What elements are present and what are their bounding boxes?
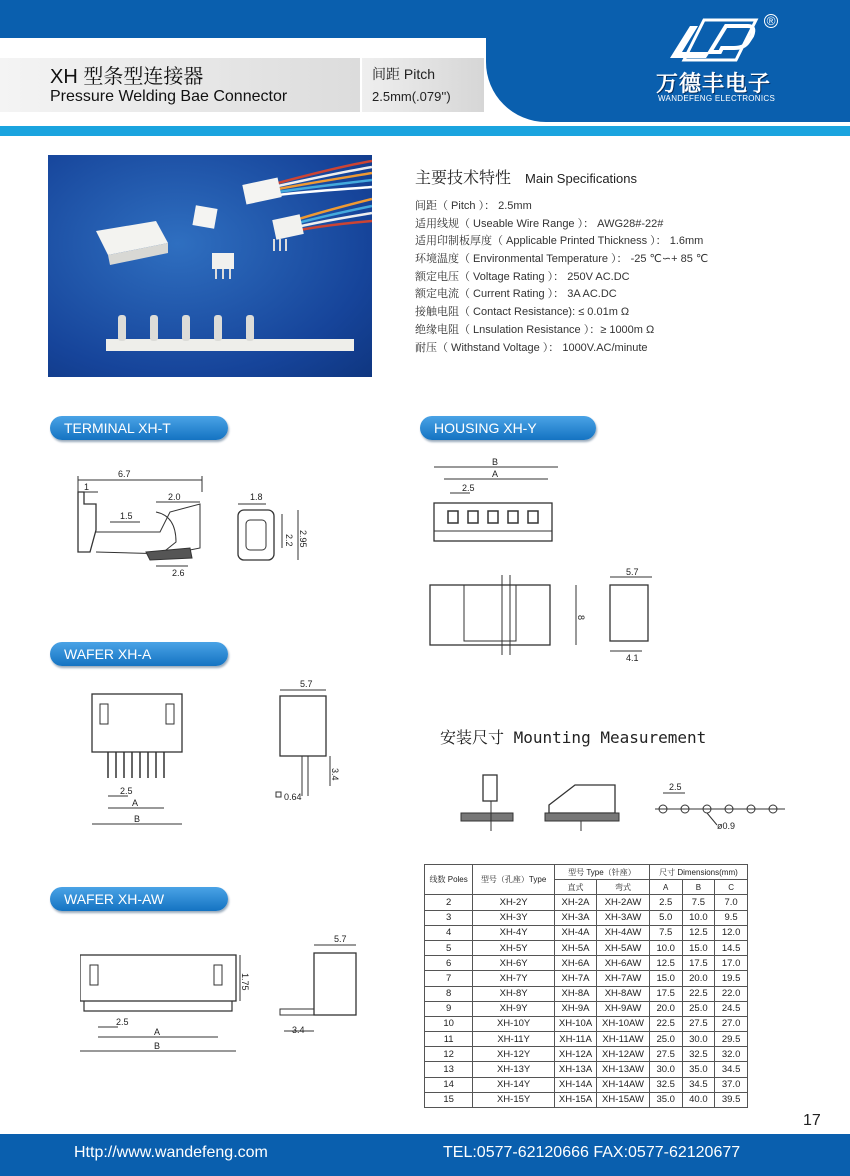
dim-housing-depth: 4.1 — [626, 653, 639, 663]
table-cell: 12.5 — [682, 925, 715, 940]
table-cell: 17.0 — [715, 956, 748, 971]
housing-drawing — [420, 455, 670, 665]
page-title-cn: XH 型条型连接器 — [50, 66, 204, 88]
table-cell: 5 — [425, 940, 473, 955]
table-cell: 12.0 — [715, 925, 748, 940]
table-cell: 22.0 — [715, 986, 748, 1001]
table-cell: 30.0 — [649, 1062, 682, 1077]
table-cell: 11 — [425, 1032, 473, 1047]
brand-name-cn: 万德丰电子 — [656, 71, 772, 96]
table-cell: 17.5 — [649, 986, 682, 1001]
table-cell: 34.5 — [682, 1077, 715, 1092]
table-cell: XH-4A — [554, 925, 596, 940]
dim-housing-width: 5.7 — [626, 567, 639, 577]
table-cell: XH-14Y — [473, 1077, 555, 1092]
table-cell: XH-10AW — [597, 1016, 650, 1031]
table-cell: 32.5 — [649, 1077, 682, 1092]
table-cell: 27.5 — [649, 1047, 682, 1062]
dim-terminal-barrel: 2.6 — [172, 568, 185, 578]
table-cell: 35.0 — [682, 1062, 715, 1077]
table-cell: XH-5A — [554, 940, 596, 955]
table-cell: 39.5 — [715, 1092, 748, 1107]
page-number: 17 — [803, 1112, 821, 1129]
table-cell: 2.5 — [649, 895, 682, 910]
table-header-a: A — [649, 880, 682, 895]
table-header-b: B — [682, 880, 715, 895]
spec-item: 适用线规（ Useable Wire Range ）： AWG28#-22# — [415, 217, 664, 230]
table-cell: 15 — [425, 1092, 473, 1107]
section-wafer-aw: WAFER XH-AW — [50, 887, 228, 911]
table-cell: 7.5 — [649, 925, 682, 940]
dim-wafer-a-width: 5.7 — [300, 679, 313, 689]
table-cell: 9.5 — [715, 910, 748, 925]
table-cell: 34.5 — [715, 1062, 748, 1077]
table-cell: XH-10Y — [473, 1016, 555, 1031]
product-photo — [48, 155, 372, 377]
table-cell: 12.5 — [649, 956, 682, 971]
specs-title-en: Main Specifications — [525, 171, 638, 186]
table-cell: 19.5 — [715, 971, 748, 986]
specs-title-cn: 主要技术特性 — [415, 170, 512, 187]
table-cell: XH-7AW — [597, 971, 650, 986]
pitch-label: 间距 Pitch — [372, 66, 436, 82]
dim-terminal-h2: 2.95 — [298, 530, 308, 548]
footer-website-link[interactable]: Http://www.wandefeng.com — [74, 1144, 268, 1161]
table-cell: XH-6A — [554, 956, 596, 971]
table-cell: 20.0 — [682, 971, 715, 986]
table-cell: 6 — [425, 956, 473, 971]
wafer-aw-drawing — [80, 935, 380, 1057]
table-cell: XH-10A — [554, 1016, 596, 1031]
dim-wafer-aw-pin: 3.4 — [292, 1025, 305, 1035]
table-row — [425, 956, 748, 971]
table-cell: XH-3Y — [473, 910, 555, 925]
table-cell: XH-2A — [554, 895, 596, 910]
table-cell: XH-15AW — [597, 1092, 650, 1107]
table-cell: 7.5 — [682, 895, 715, 910]
mounting-title: 安装尺寸 Mounting Measurement — [440, 728, 707, 747]
table-cell: 14 — [425, 1077, 473, 1092]
table-cell: 7 — [425, 971, 473, 986]
table-row — [425, 1062, 748, 1077]
table-row — [425, 1032, 748, 1047]
spec-item: 环境温度（ Environmental Temperature ）： -25 ℃∽+ 85 ℃ — [415, 253, 709, 266]
table-header-angled: 弯式 — [597, 880, 650, 895]
dim-wafer-a-a: A — [132, 798, 139, 808]
table-cell: XH-14A — [554, 1077, 596, 1092]
table-cell: XH-6Y — [473, 956, 555, 971]
table-cell: 32.0 — [715, 1047, 748, 1062]
header-bar — [0, 0, 486, 38]
table-cell: 24.5 — [715, 1001, 748, 1016]
table-cell: XH-9Y — [473, 1001, 555, 1016]
header-strip — [0, 126, 850, 136]
table-row — [425, 925, 748, 940]
mounting-drawing — [455, 765, 795, 835]
specs-list — [415, 197, 708, 356]
table-row — [425, 910, 748, 925]
table-cell: 7.0 — [715, 895, 748, 910]
table-cell: XH-7A — [554, 971, 596, 986]
table-cell: 20.0 — [649, 1001, 682, 1016]
section-terminal: TERMINAL XH-T — [50, 416, 228, 440]
table-cell: 13 — [425, 1062, 473, 1077]
dim-wafer-aw-pitch: 2.5 — [116, 1017, 129, 1027]
table-cell: XH-8Y — [473, 986, 555, 1001]
table-header-straight: 直式 — [554, 880, 596, 895]
table-cell: 12 — [425, 1047, 473, 1062]
spec-item: 额定电压（ Voltage Rating ）： 250V AC.DC — [415, 270, 630, 283]
spec-item: 额定电流（ Current Rating ）： 3A AC.DC — [415, 288, 617, 301]
table-header-dimensions: 尺寸 Dimensions(mm) — [649, 865, 747, 880]
table-cell: XH-13Y — [473, 1062, 555, 1077]
wafer-a-drawing — [80, 678, 360, 830]
table-cell: 15.0 — [682, 940, 715, 955]
table-cell: XH-3A — [554, 910, 596, 925]
table-cell: 27.5 — [682, 1016, 715, 1031]
table-cell: 25.0 — [682, 1001, 715, 1016]
table-cell: 3 — [425, 910, 473, 925]
table-row — [425, 940, 748, 955]
table-header-c: C — [715, 880, 748, 895]
table-cell: XH-15A — [554, 1092, 596, 1107]
table-cell: XH-8AW — [597, 986, 650, 1001]
terminal-drawing — [60, 462, 310, 582]
dim-terminal-crimp: 2.0 — [168, 492, 181, 502]
brand-name-en: WANDEFENG ELECTRONICS — [658, 94, 776, 103]
table-cell: XH-11AW — [597, 1032, 650, 1047]
pitch-value: 2.5mm(.079'') — [372, 89, 451, 104]
dim-housing-pitch: 2.5 — [462, 483, 475, 493]
table-header-type-socket: 型号（孔座）Type — [473, 865, 555, 895]
table-row — [425, 1092, 748, 1107]
footer-contact: TEL:0577-62120666 FAX:0577-62120677 — [443, 1144, 741, 1161]
table-cell: XH-12AW — [597, 1047, 650, 1062]
table-row — [425, 1001, 748, 1016]
dim-mount-pitch: 2.5 — [669, 782, 682, 792]
registered-mark: ® — [764, 14, 778, 28]
table-cell: XH-4AW — [597, 925, 650, 940]
section-wafer: WAFER XH-A — [50, 642, 228, 666]
dim-terminal-h1: 2.2 — [284, 534, 294, 547]
dim-housing-b: B — [492, 457, 499, 467]
table-cell: 2 — [425, 895, 473, 910]
table-cell: 9 — [425, 1001, 473, 1016]
table-cell: XH-11A — [554, 1032, 596, 1047]
table-cell: 8 — [425, 986, 473, 1001]
dim-wafer-a-pin-size: 0.64 — [284, 792, 302, 802]
table-cell: XH-8A — [554, 986, 596, 1001]
table-cell: XH-5AW — [597, 940, 650, 955]
table-cell: XH-2AW — [597, 895, 650, 910]
table-row — [425, 971, 748, 986]
page-title-en: Pressure Welding Bae Connector — [50, 88, 288, 105]
table-cell: 27.0 — [715, 1016, 748, 1031]
dim-wafer-a-pitch: 2.5 — [120, 786, 133, 796]
dim-wafer-a-b: B — [134, 814, 141, 824]
table-cell: 22.5 — [649, 1016, 682, 1031]
table-cell: 10.0 — [682, 910, 715, 925]
table-row — [425, 1016, 748, 1031]
spec-item: 间距（ Pitch ）： 2.5mm — [415, 200, 532, 212]
dim-terminal-width: 1.8 — [250, 492, 263, 502]
table-row — [425, 1077, 748, 1092]
dimensions-table — [424, 864, 748, 1108]
dim-housing-a: A — [492, 469, 499, 479]
spec-item: 适用印制板厚度（ Applicable Printed Thickness ）： 1.6mm — [415, 235, 704, 248]
dim-housing-height: 8 — [576, 615, 586, 621]
table-cell: 15.0 — [649, 971, 682, 986]
table-cell: 10 — [425, 1016, 473, 1031]
table-cell: 4 — [425, 925, 473, 940]
table-cell: XH-11Y — [473, 1032, 555, 1047]
connector-photo-illustration — [48, 155, 372, 377]
dim-mount-hole: ø0.9 — [717, 821, 736, 831]
table-cell: XH-12A — [554, 1047, 596, 1062]
table-cell: 22.5 — [682, 986, 715, 1001]
table-cell: 5.0 — [649, 910, 682, 925]
spec-item: 耐压（ Withstand Voltage ）： 1000V.AC/minute — [415, 341, 648, 354]
table-cell: XH-12Y — [473, 1047, 555, 1062]
table-cell: XH-15Y — [473, 1092, 555, 1107]
table-cell: 30.0 — [682, 1032, 715, 1047]
table-header-type-pin: 型号 Type（针座） — [554, 865, 649, 880]
table-cell: XH-5Y — [473, 940, 555, 955]
table-cell: 32.5 — [682, 1047, 715, 1062]
table-cell: XH-9A — [554, 1001, 596, 1016]
table-cell: 37.0 — [715, 1077, 748, 1092]
spec-item: 接触电阻（ Contact Resistance): ≤ 0.01m Ω — [415, 306, 630, 319]
table-cell: XH-9AW — [597, 1001, 650, 1016]
table-row — [425, 1047, 748, 1062]
dim-wafer-aw-b: B — [154, 1041, 161, 1051]
table-cell: XH-7Y — [473, 971, 555, 986]
table-cell: XH-4Y — [473, 925, 555, 940]
table-cell: XH-3AW — [597, 910, 650, 925]
dim-wafer-aw-a: A — [154, 1027, 161, 1037]
table-cell: 25.0 — [649, 1032, 682, 1047]
table-row — [425, 895, 748, 910]
brand-logo-icon — [664, 12, 764, 66]
dim-terminal-length: 6.7 — [118, 469, 131, 479]
table-cell: XH-13AW — [597, 1062, 650, 1077]
dim-terminal-tab: 1 — [84, 482, 90, 492]
dim-wafer-aw-height: 1.75 — [240, 973, 250, 991]
table-cell: 35.0 — [649, 1092, 682, 1107]
dim-wafer-a-pin: 3.4 — [330, 768, 340, 781]
table-header-poles: 线数 Poles — [425, 865, 473, 895]
dim-terminal-mid: 1.5 — [120, 511, 133, 521]
spec-item: 绝缘电阻（ Lnsulation Resistance ）：≥ 1000m Ω — [415, 323, 655, 336]
table-cell: XH-6AW — [597, 956, 650, 971]
table-cell: 10.0 — [649, 940, 682, 955]
table-cell: 17.5 — [682, 956, 715, 971]
table-cell: XH-14AW — [597, 1077, 650, 1092]
section-housing: HOUSING XH-Y — [420, 416, 596, 440]
dim-wafer-aw-width: 5.7 — [334, 935, 347, 944]
table-cell: 29.5 — [715, 1032, 748, 1047]
specs-title — [415, 165, 637, 188]
table-cell: XH-13A — [554, 1062, 596, 1077]
table-cell: XH-2Y — [473, 895, 555, 910]
table-row — [425, 986, 748, 1001]
table-cell: 40.0 — [682, 1092, 715, 1107]
table-cell: 14.5 — [715, 940, 748, 955]
